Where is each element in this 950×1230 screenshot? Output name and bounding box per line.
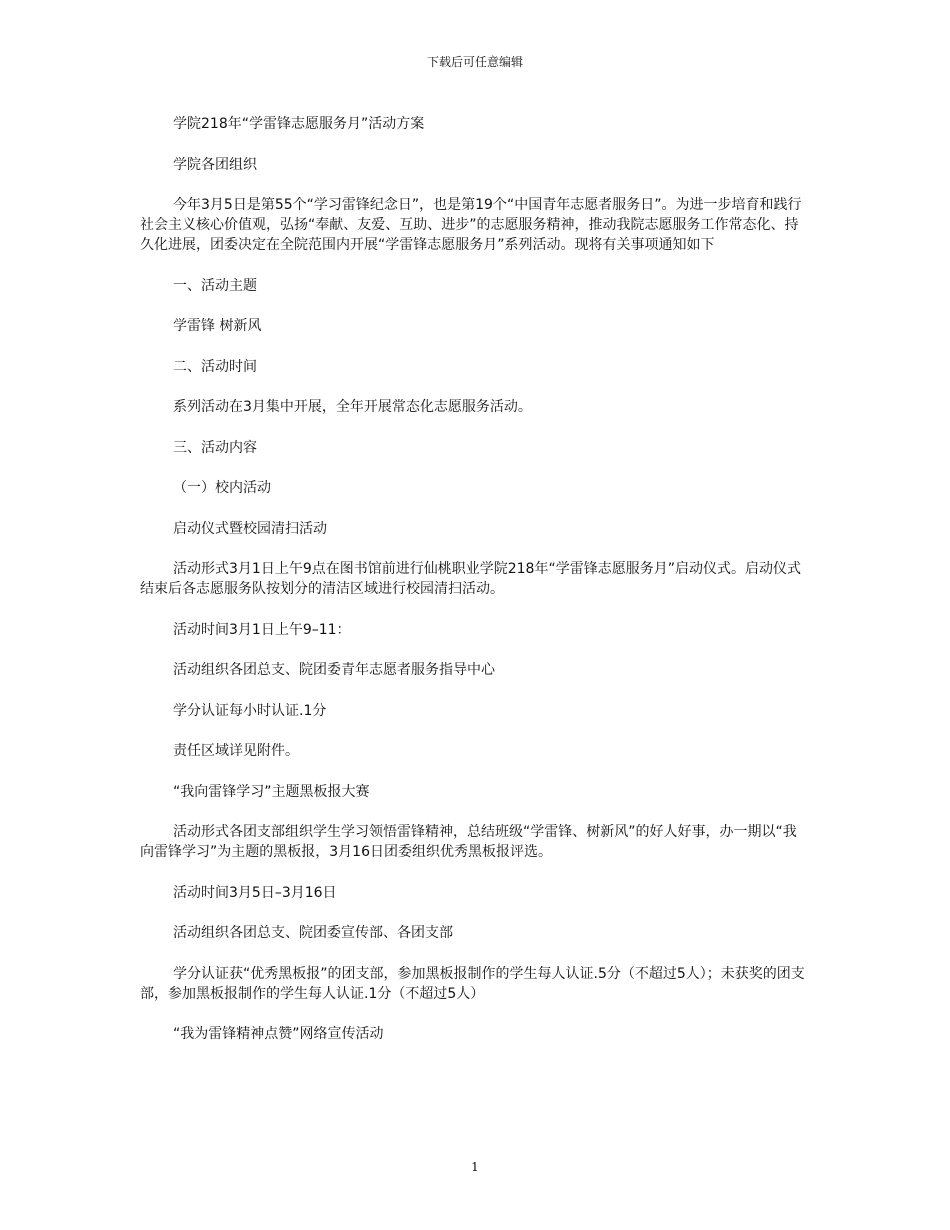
activity-form-blackboard: 活动形式各团支部组织学生学习领悟雷锋精神，总结班级“学雷锋、树新风”的好人好事，办一期以“我向雷锋学习”为主题的黑板报，3月16日团委组织优秀黑板报评选。: [140, 824, 797, 860]
addressee: 学院各团组织: [173, 156, 257, 173]
intro-paragraph: 今年3月5日是第55个“学习雷锋纪念日”，也是第19个“中国青年志愿者服务日”。为进一步培育和践行社会主义核心价值观，弘扬“奉献、友爱、互助、进步”的志愿服务精神，推动我院志愿服务工作常态化、持久化进展，团委决定在全院范围内开展“学雷锋志愿服务月”系列活动。现将有关事项通知如下: [140, 197, 802, 253]
section-heading-time: 二、活动时间: [173, 358, 257, 375]
theme-text: 学雷锋 树新风: [173, 318, 262, 334]
activity-title-online: “我为雷锋精神点赞”网络宣传活动: [173, 1026, 384, 1042]
activity-org-blackboard: 活动组织各团总支、院团委宣传部、各团支部: [173, 925, 453, 941]
activity-credit-blackboard: 学分认证获“优秀黑板报”的团支部，参加黑板报制作的学生每人认证.5分（不超过5人）；未获奖的团支部，参加黑板报制作的学生每人认证.1分（不超过5人）: [140, 965, 805, 1002]
activity-title-blackboard: “我向雷锋学习”主题黑板报大赛: [173, 783, 370, 800]
activity-org-launch: 活动组织各团总支、院团委青年志愿者服务指导中心: [173, 662, 495, 678]
activity-credit-launch: 学分认证每小时认证.1分: [173, 702, 327, 719]
activity-form-launch: 活动形式3月1日上午9点在图书馆前进行仙桃职业学院218年“学雷锋志愿服务月”启动仪式。启动仪式结束后各志愿服务队按划分的清洁区域进行校园清扫活动。: [140, 561, 801, 597]
activity-title-launch: 启动仪式暨校园清扫活动: [173, 520, 327, 537]
document-title: 学院218年“学雷锋志愿服务月”活动方案: [173, 116, 425, 132]
activity-area-launch: 责任区域详见附件。: [173, 743, 299, 759]
time-text: 系列活动在3月集中开展，全年开展常态化志愿服务活动。: [173, 399, 532, 415]
page-header: 下载后可任意编辑: [426, 55, 523, 69]
document-body: [140, 114, 810, 1065]
activity-time-blackboard: 活动时间3月5日–3月16日: [173, 884, 337, 901]
section-heading-theme: 一、活动主题: [173, 277, 257, 294]
activity-time-launch: 活动时间3月1日上午9–11：: [173, 621, 351, 638]
page-number: 1: [471, 1160, 479, 1174]
section-heading-content: 三、活动内容: [173, 439, 257, 456]
subsection-heading-campus: （一）校内活动: [173, 480, 271, 496]
